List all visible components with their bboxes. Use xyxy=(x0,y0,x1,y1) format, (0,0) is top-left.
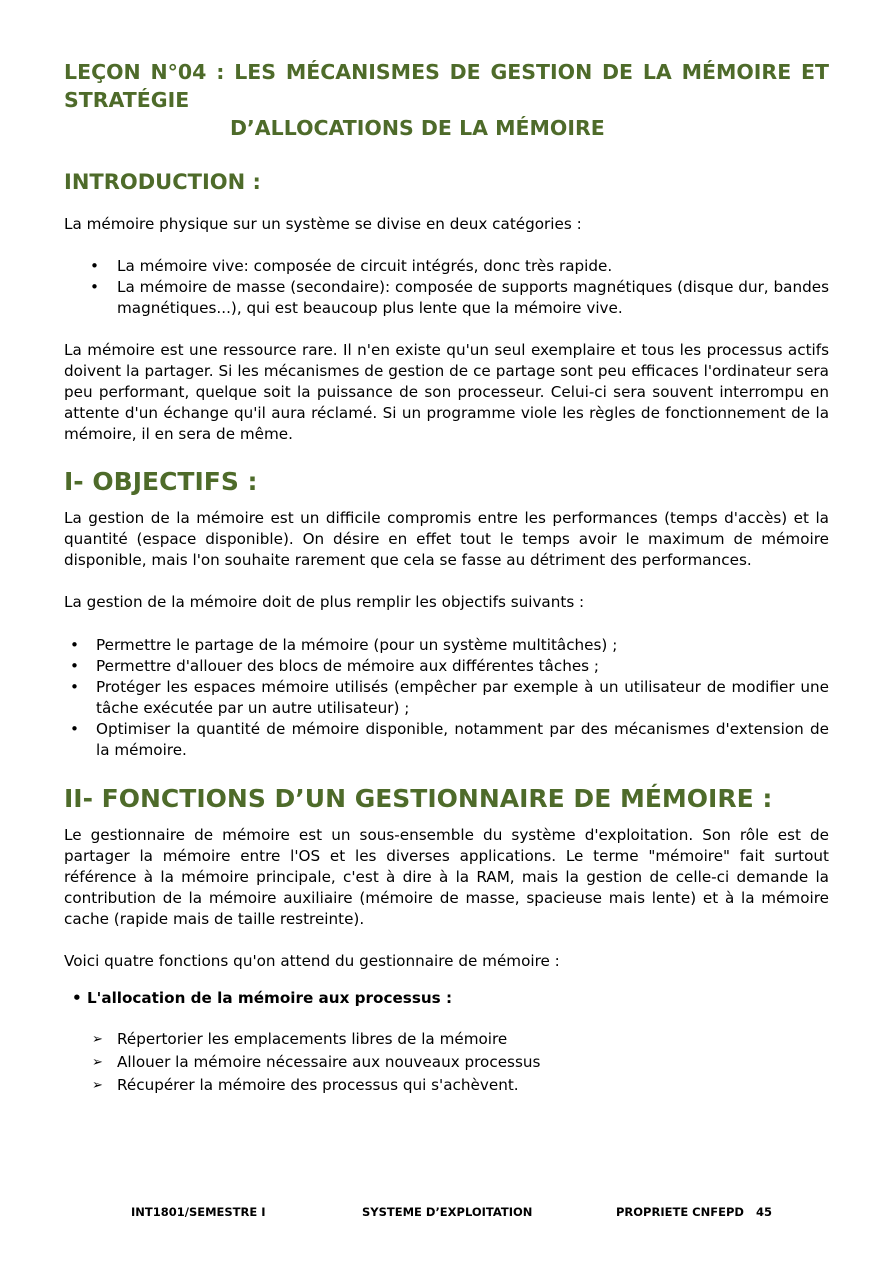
list-item: • La mémoire vive: composée de circuit intégrés, donc très rapide. xyxy=(64,256,829,277)
page-footer xyxy=(0,1205,893,1221)
introduction-paragraph: La mémoire est une ressource rare. Il n'en existe qu'un seul exemplaire et tous les processus actifs doivent la partager. Si les mécanismes de gestion de ce partage sont peu efficaces l'ordinateur sera peu performant, quelque soit la puissance de son processeur. Celui-ci sera souvent interrompu en attente d'un échange qu'il aura réclamé. Si un programme viole les règles de fonctionnement de la mémoire, il en sera de même. xyxy=(64,341,829,443)
introduction-heading: INTRODUCTION : xyxy=(64,170,261,194)
list-item: • Permettre d'allouer des blocs de mémoire aux différentes tâches ; xyxy=(64,656,829,677)
objectifs-lead: La gestion de la mémoire doit de plus remplir les objectifs suivants : xyxy=(64,593,585,611)
lesson-title-line1: LEÇON N°04 : LES MÉCANISMES DE GESTION DE LA MÉMOIRE ET xyxy=(64,60,829,84)
document-page xyxy=(64,58,829,1097)
lesson-title-line2: D’ALLOCATIONS DE LA MÉMOIRE xyxy=(230,116,605,140)
page-number: 45 xyxy=(756,1205,773,1219)
footer-course: INT1801/SEMESTRE I xyxy=(131,1205,266,1219)
objectifs-heading: I- OBJECTIFS : xyxy=(64,467,258,496)
lesson-title-line1b: STRATÉGIE xyxy=(64,88,190,112)
list-item: ➢ Répertorier les emplacements libres de la mémoire xyxy=(64,1028,829,1051)
list-item: • Protéger les espaces mémoire utilisés (empêcher par exemple à un utilisateur de modifier une tâche exécutée par un autre utilisateur) ; xyxy=(64,677,829,719)
allocation-bullet xyxy=(64,988,829,1009)
list-item: • Optimiser la quantité de mémoire disponible, notamment par des mécanismes d'extension de la mémoire. xyxy=(64,719,829,761)
introduction-lead: La mémoire physique sur un système se divise en deux catégories : xyxy=(64,215,582,233)
list-item: ➢ Allouer la mémoire nécessaire aux nouveaux processus xyxy=(64,1051,829,1074)
fonctions-heading: II- FONCTIONS D’UN GESTIONNAIRE DE MÉMOIRE : xyxy=(64,784,773,813)
list-item: • Permettre le partage de la mémoire (pour un système multitâches) ; xyxy=(64,635,829,656)
fonctions-lead: Voici quatre fonctions qu'on attend du gestionnaire de mémoire : xyxy=(64,952,560,970)
footer-owner: PROPRIETE CNFEPD xyxy=(616,1205,744,1219)
footer-subject: SYSTEME D’EXPLOITATION xyxy=(362,1205,533,1219)
bullet-glyph: • xyxy=(72,989,87,1007)
allocation-subitems-list xyxy=(64,1028,829,1097)
list-item: ➢ Récupérer la mémoire des processus qui s'achèvent. xyxy=(64,1074,829,1097)
objectifs-paragraph: La gestion de la mémoire est un difficile compromis entre les performances (temps d'accès) et la quantité (espace disponible). On désire en effet tout le temps avoir le maximum de mémoire disponible, mais l'on souhaite rarement que cela se fasse au détriment des performances. xyxy=(64,509,829,569)
list-item: • La mémoire de masse (secondaire): composée de supports magnétiques (disque dur, bandes magnétiques...), qui est beaucoup plus lente que la mémoire vive. xyxy=(64,277,829,319)
fonctions-paragraph: Le gestionnaire de mémoire est un sous-ensemble du système d'exploitation. Son rôle est de partager la mémoire entre l'OS et les diverses applications. Le terme "mémoire" fait surtout référence à la mémoire principale, c'est à dire à la RAM, mais la gestion de celle-ci demande la contribution de la mémoire auxiliaire (mémoire de masse, spacieuse mais lente) et à la mémoire cache (rapide mais de taille restreinte). xyxy=(64,826,829,928)
allocation-bullet-label: L'allocation de la mémoire aux processus : xyxy=(87,989,453,1007)
memory-categories-list xyxy=(64,256,829,319)
objectifs-list xyxy=(64,635,829,761)
